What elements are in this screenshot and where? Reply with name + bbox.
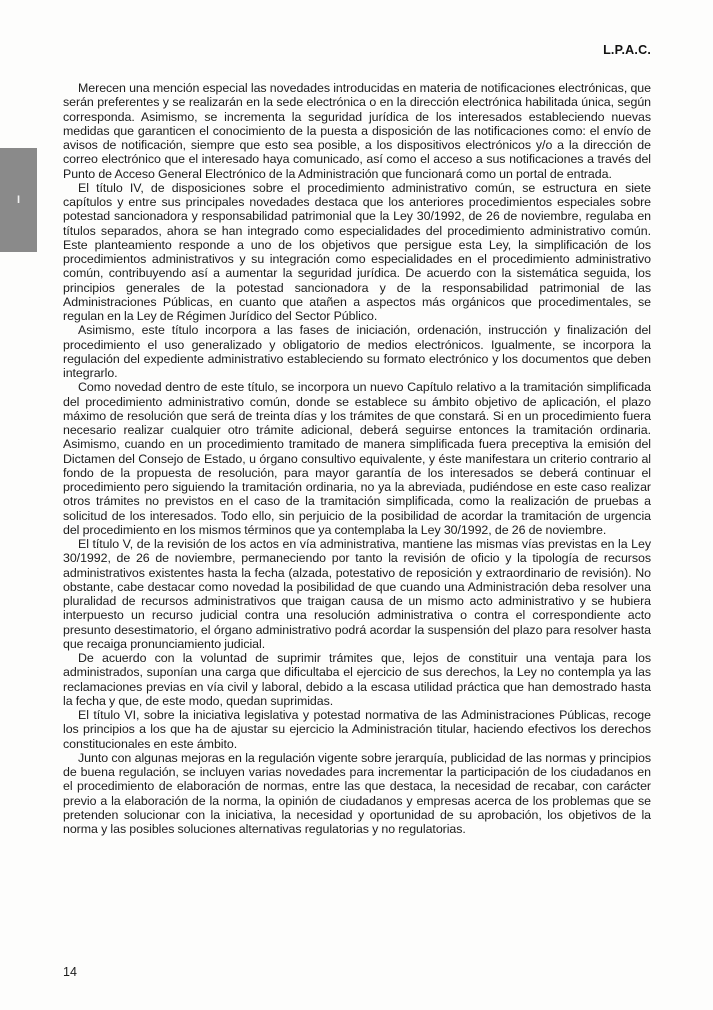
chapter-side-tab (0, 148, 37, 252)
paragraph: De acuerdo con la voluntad de suprimir trámites que, lejos de constituir una ventaja para los administrados, suponían una carga que dificultaba el ejercicio de sus derechos, la Ley no contempla ya las reclamaciones previas en vía civil y laboral, debido a la escasa utilidad práctica que han demostrado hasta la fecha y que, de este modo, quedan suprimidas. (63, 651, 651, 708)
paragraph: El título V, de la revisión de los actos en vía administrativa, mantiene las mismas vías previstas en la Ley 30/1992, de 26 de noviembre, permaneciendo por tanto la revisión de oficio y la tipología de recursos administrativos existentes hasta la fecha (alzada, potestativo de reposición y extraordinario de revisión). No obstante, cabe destacar como novedad la posibilidad de que cuando una Administración deba resolver una pluralidad de recursos administrativos que traigan causa de un mismo acto administrativo y se hubiera interpuesto un recurso judicial contra una resolución administrativa o contra el correspondiente acto presunto desestimatorio, el órgano administrativo podrá acordar la suspensión del plazo para resolver hasta que recaiga pronunciamiento judicial. (63, 537, 651, 651)
paragraph: Asimismo, este título incorpora a las fases de iniciación, ordenación, instrucción y finalización del procedimiento el uso generalizado y obligatorio de medios electrónicos. Igualmente, se incorpora la regulación del expediente administrativo estableciendo su formato electrónico y los documentos que deben integrarlo. (63, 323, 651, 380)
page-number: 14 (63, 965, 77, 979)
running-header: L.P.A.C. (603, 43, 651, 57)
paragraph: Junto con algunas mejoras en la regulación vigente sobre jerarquía, publicidad de las normas y principios de buena regulación, se incluyen varias novedades para incrementar la participación de los ciudadanos en el procedimiento de elaboración de normas, entre las que destaca, la necesidad de recabar, con carácter previo a la elaboración de la norma, la opinión de ciudadanos y empresas acerca de los problemas que se pretenden solucionar con la iniciativa, la necesidad y oportunidad de su aprobación, los objetivos de la norma y las posibles soluciones alternativas regulatorias y no regulatorias. (63, 750, 651, 836)
paragraph: El título VI, sobre la iniciativa legislativa y potestad normativa de las Administraciones Públicas, recoge los principios a los que ha de ajustar su ejercicio la Administración titular, haciendo efectivos los derechos constitucionales en este ámbito. (63, 708, 651, 751)
body-text (63, 81, 651, 836)
chapter-tab-label: I (16, 194, 21, 206)
paragraph: Como novedad dentro de este título, se incorpora un nuevo Capítulo relativo a la tramitación simplificada del procedimiento administrativo común, donde se establece su ámbito objetivo de aplicación, el plazo máximo de resolución que será de treinta días y los trámites de que constará. Si en un procedimiento fuera necesario realizar cualquier otro trámite adicional, deberá seguirse entonces la tramitación ordinaria. Asimismo, cuando en un procedimiento tramitado de manera simplificada fuera preceptiva la emisión del Dictamen del Consejo de Estado, u órgano consultivo equivalente, y éste manifestara un criterio contrario al fondo de la propuesta de resolución, para mayor garantía de los interesados se deberá continuar el procedimiento pero siguiendo la tramitación ordinaria, no ya la abreviada, pudiéndose en este caso realizar otros trámites no previstos en el caso de la tramitación simplificada, como la realización de pruebas a solicitud de los interesados. Todo ello, sin perjuicio de la posibilidad de acordar la tramitación de urgencia del procedimiento en los mismos términos que ya contemplaba la Ley 30/1992, de 26 de noviembre. (63, 380, 651, 537)
paragraph: Merecen una mención especial las novedades introducidas en materia de notificaciones electrónicas, que serán preferentes y se realizarán en la sede electrónica o en la dirección electrónica habilitada única, según corresponda. Asimismo, se incrementa la seguridad jurídica de los interesados estableciendo nuevas medidas que garanticen el conocimiento de la puesta a disposición de las notificaciones como: el envío de avisos de notificación, siempre que esto sea posible, a los dispositivos electrónicos y/o a la dirección de correo electrónico que el interesado haya comunicado, así como el acceso a sus notificaciones a través del Punto de Acceso General Electrónico de la Administración que funcionará como un portal de entrada. (63, 81, 651, 181)
paragraph: El título IV, de disposiciones sobre el procedimiento administrativo común, se estructura en siete capítulos y entre sus principales novedades destaca que los anteriores procedimientos especiales sobre potestad sancionadora y responsabilidad patrimonial que la Ley 30/1992, de 26 de noviembre, regulaba en títulos separados, ahora se han integrado como especialidades del procedimiento administrativo común. Este planteamiento responde a uno de los objetivos que persigue esta Ley, la simplificación de los procedimientos administrativos y su integración como especialidades en el procedimiento administrativo común, contribuyendo así a aumentar la seguridad jurídica. De acuerdo con la sistemática seguida, los principios generales de la potestad sancionadora y de la responsabilidad patrimonial de las Administraciones Públicas, en cuanto que atañen a aspectos más orgánicos que procedimentales, se regulan en la Ley de Régimen Jurídico del Sector Público. (63, 180, 651, 323)
